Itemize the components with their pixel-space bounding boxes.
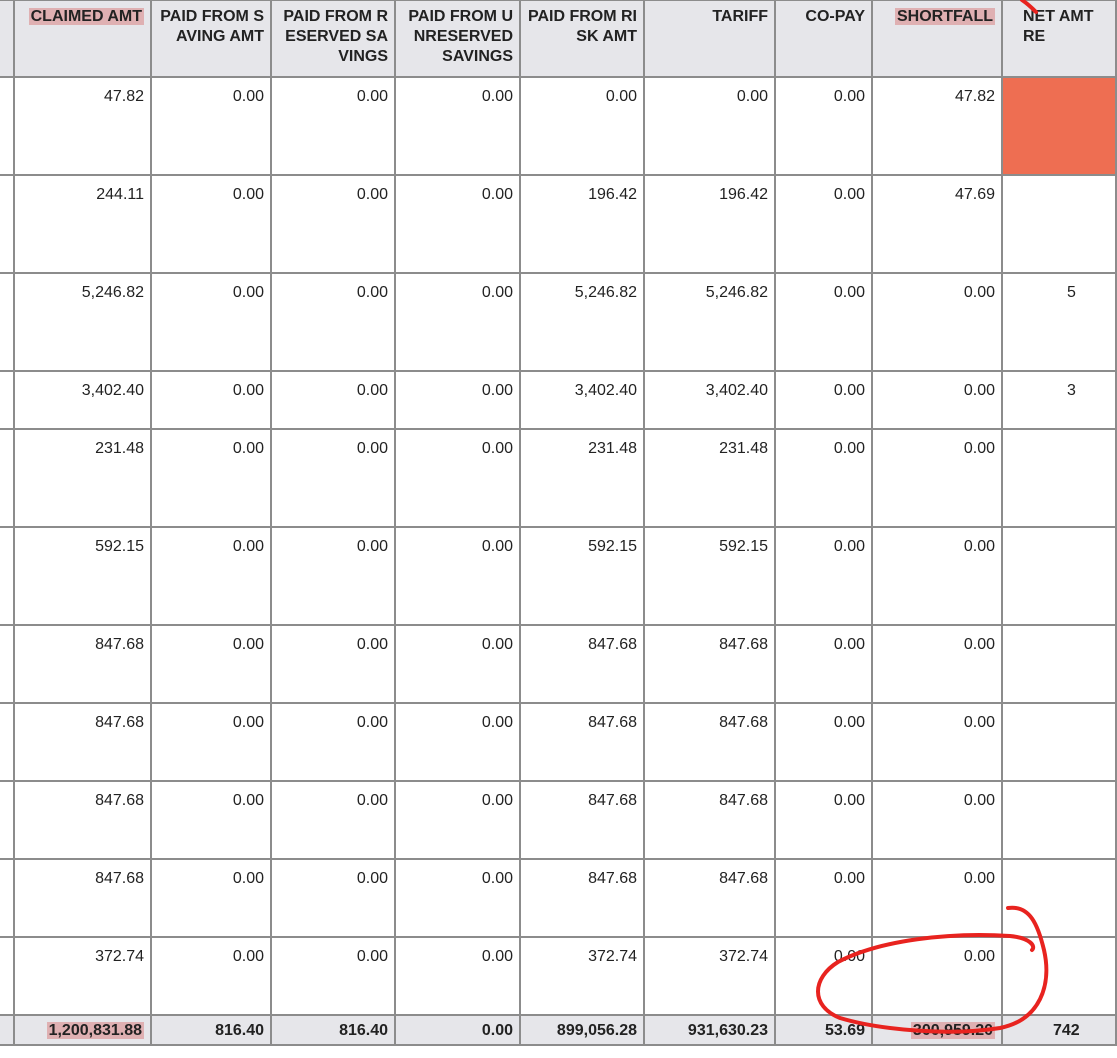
risk-cell: 231.48 bbox=[520, 429, 644, 527]
net-cell bbox=[1002, 625, 1116, 703]
reserved-cell: 0.00 bbox=[271, 273, 395, 371]
unreserved-cell: 0.00 bbox=[395, 859, 520, 937]
saving-cell: 0.00 bbox=[151, 859, 271, 937]
row-stub bbox=[0, 273, 14, 371]
risk-cell: 372.74 bbox=[520, 937, 644, 1015]
row-stub bbox=[0, 175, 14, 273]
unreserved-cell: 0.00 bbox=[395, 781, 520, 859]
copay-cell: 0.00 bbox=[775, 371, 872, 429]
reserved-cell: 0.00 bbox=[271, 429, 395, 527]
tariff-cell: 847.68 bbox=[644, 625, 775, 703]
reserved-cell: 0.00 bbox=[271, 703, 395, 781]
copay-cell: 0.00 bbox=[775, 703, 872, 781]
net-cell bbox=[1002, 527, 1116, 625]
total-tariff: 931,630.23 bbox=[644, 1015, 775, 1045]
unreserved-cell: 0.00 bbox=[395, 77, 520, 175]
copay-cell: 0.00 bbox=[775, 77, 872, 175]
header-paid-from-reserved: PAID FROM RESERVED SAVINGS bbox=[271, 0, 395, 77]
header-co-pay: CO-PAY bbox=[775, 0, 872, 77]
header-row-stub bbox=[0, 0, 14, 77]
header-paid-from-risk: PAID FROM RISK AMT bbox=[520, 0, 644, 77]
tariff-cell: 847.68 bbox=[644, 781, 775, 859]
row-stub bbox=[0, 937, 14, 1015]
header-net-amt: NET AMT RE bbox=[1002, 0, 1116, 77]
table-row bbox=[0, 937, 1116, 1015]
tariff-cell: 372.74 bbox=[644, 937, 775, 1015]
claimed-cell: 847.68 bbox=[14, 781, 151, 859]
tariff-cell: 231.48 bbox=[644, 429, 775, 527]
saving-cell: 0.00 bbox=[151, 175, 271, 273]
shortfall-cell: 47.69 bbox=[872, 175, 1002, 273]
row-stub bbox=[0, 781, 14, 859]
net-cell bbox=[1002, 77, 1116, 175]
shortfall-cell: 0.00 bbox=[872, 937, 1002, 1015]
tariff-cell: 196.42 bbox=[644, 175, 775, 273]
table-row bbox=[0, 371, 1116, 429]
shortfall-cell: 0.00 bbox=[872, 703, 1002, 781]
claimed-cell: 372.74 bbox=[14, 937, 151, 1015]
copay-cell: 0.00 bbox=[775, 429, 872, 527]
reserved-cell: 0.00 bbox=[271, 859, 395, 937]
copay-cell: 0.00 bbox=[775, 273, 872, 371]
table-row bbox=[0, 859, 1116, 937]
total-shortfall-highlight: 300,959.20 bbox=[912, 1022, 993, 1039]
saving-cell: 0.00 bbox=[151, 937, 271, 1015]
claimed-cell: 592.15 bbox=[14, 527, 151, 625]
unreserved-cell: 0.00 bbox=[395, 703, 520, 781]
risk-cell: 592.15 bbox=[520, 527, 644, 625]
claimed-cell: 847.68 bbox=[14, 625, 151, 703]
shortfall-cell: 0.00 bbox=[872, 859, 1002, 937]
unreserved-cell: 0.00 bbox=[395, 937, 520, 1015]
shortfall-cell: 0.00 bbox=[872, 781, 1002, 859]
total-net: 742 bbox=[1002, 1015, 1116, 1045]
header-tariff: TARIFF bbox=[644, 0, 775, 77]
total-shortfall bbox=[872, 1015, 1002, 1045]
risk-cell: 3,402.40 bbox=[520, 371, 644, 429]
risk-cell: 0.00 bbox=[520, 77, 644, 175]
shortfall-cell: 0.00 bbox=[872, 371, 1002, 429]
saving-cell: 0.00 bbox=[151, 625, 271, 703]
reserved-cell: 0.00 bbox=[271, 77, 395, 175]
row-stub bbox=[0, 859, 14, 937]
shortfall-cell: 0.00 bbox=[872, 273, 1002, 371]
shortfall-cell: 0.00 bbox=[872, 625, 1002, 703]
risk-cell: 847.68 bbox=[520, 781, 644, 859]
table-row bbox=[0, 429, 1116, 527]
header-shortfall bbox=[872, 0, 1002, 77]
reserved-cell: 0.00 bbox=[271, 937, 395, 1015]
table-row bbox=[0, 175, 1116, 273]
total-saving: 816.40 bbox=[151, 1015, 271, 1045]
unreserved-cell: 0.00 bbox=[395, 429, 520, 527]
risk-cell: 5,246.82 bbox=[520, 273, 644, 371]
reserved-cell: 0.00 bbox=[271, 371, 395, 429]
net-cell: 3 bbox=[1002, 371, 1116, 429]
total-claimed bbox=[14, 1015, 151, 1045]
header-paid-from-saving: PAID FROM SAVING AMT bbox=[151, 0, 271, 77]
unreserved-cell: 0.00 bbox=[395, 371, 520, 429]
row-stub bbox=[0, 77, 14, 175]
total-risk: 899,056.28 bbox=[520, 1015, 644, 1045]
net-cell bbox=[1002, 937, 1116, 1015]
row-stub bbox=[0, 527, 14, 625]
net-cell bbox=[1002, 781, 1116, 859]
tariff-cell: 5,246.82 bbox=[644, 273, 775, 371]
shortfall-header-highlight: SHORTFALL bbox=[897, 8, 993, 25]
claimed-amt-header-highlight: CLAIMED AMT bbox=[30, 8, 142, 25]
claimed-cell: 47.82 bbox=[14, 77, 151, 175]
copay-cell: 0.00 bbox=[775, 175, 872, 273]
shortfall-cell: 0.00 bbox=[872, 429, 1002, 527]
tariff-cell: 847.68 bbox=[644, 859, 775, 937]
header-row bbox=[0, 0, 1116, 77]
copay-cell: 0.00 bbox=[775, 527, 872, 625]
claimed-cell: 231.48 bbox=[14, 429, 151, 527]
total-unreserved: 0.00 bbox=[395, 1015, 520, 1045]
row-stub bbox=[0, 371, 14, 429]
header-claimed-amt bbox=[14, 0, 151, 77]
saving-cell: 0.00 bbox=[151, 371, 271, 429]
total-reserved: 816.40 bbox=[271, 1015, 395, 1045]
total-claimed-highlight: 1,200,831.88 bbox=[48, 1022, 142, 1039]
copay-cell: 0.00 bbox=[775, 937, 872, 1015]
risk-cell: 196.42 bbox=[520, 175, 644, 273]
tariff-cell: 592.15 bbox=[644, 527, 775, 625]
unreserved-cell: 0.00 bbox=[395, 527, 520, 625]
header-paid-from-unreserved: PAID FROM UNRESERVED SAVINGS bbox=[395, 0, 520, 77]
reserved-cell: 0.00 bbox=[271, 175, 395, 273]
copay-cell: 0.00 bbox=[775, 781, 872, 859]
net-cell bbox=[1002, 859, 1116, 937]
saving-cell: 0.00 bbox=[151, 77, 271, 175]
risk-cell: 847.68 bbox=[520, 625, 644, 703]
saving-cell: 0.00 bbox=[151, 273, 271, 371]
row-stub bbox=[0, 429, 14, 527]
unreserved-cell: 0.00 bbox=[395, 273, 520, 371]
row-stub bbox=[0, 625, 14, 703]
claimed-cell: 847.68 bbox=[14, 703, 151, 781]
net-cell bbox=[1002, 703, 1116, 781]
claimed-cell: 3,402.40 bbox=[14, 371, 151, 429]
totals-stub bbox=[0, 1015, 14, 1045]
copay-cell: 0.00 bbox=[775, 625, 872, 703]
total-copay: 53.69 bbox=[775, 1015, 872, 1045]
claimed-cell: 244.11 bbox=[14, 175, 151, 273]
unreserved-cell: 0.00 bbox=[395, 175, 520, 273]
tariff-cell: 3,402.40 bbox=[644, 371, 775, 429]
risk-cell: 847.68 bbox=[520, 859, 644, 937]
tariff-cell: 847.68 bbox=[644, 703, 775, 781]
shortfall-cell: 47.82 bbox=[872, 77, 1002, 175]
table-row bbox=[0, 273, 1116, 371]
table-row bbox=[0, 77, 1116, 175]
net-cell bbox=[1002, 175, 1116, 273]
shortfall-cell: 0.00 bbox=[872, 527, 1002, 625]
reserved-cell: 0.00 bbox=[271, 527, 395, 625]
risk-cell: 847.68 bbox=[520, 703, 644, 781]
claimed-cell: 847.68 bbox=[14, 859, 151, 937]
unreserved-cell: 0.00 bbox=[395, 625, 520, 703]
row-stub bbox=[0, 703, 14, 781]
saving-cell: 0.00 bbox=[151, 527, 271, 625]
copay-cell: 0.00 bbox=[775, 859, 872, 937]
tariff-cell: 0.00 bbox=[644, 77, 775, 175]
reserved-cell: 0.00 bbox=[271, 625, 395, 703]
totals-row bbox=[0, 1015, 1116, 1045]
table-row bbox=[0, 781, 1116, 859]
claimed-cell: 5,246.82 bbox=[14, 273, 151, 371]
table-row bbox=[0, 703, 1116, 781]
net-cell bbox=[1002, 429, 1116, 527]
table-row bbox=[0, 527, 1116, 625]
saving-cell: 0.00 bbox=[151, 703, 271, 781]
reserved-cell: 0.00 bbox=[271, 781, 395, 859]
saving-cell: 0.00 bbox=[151, 781, 271, 859]
table-row bbox=[0, 625, 1116, 703]
saving-cell: 0.00 bbox=[151, 429, 271, 527]
net-cell: 5 bbox=[1002, 273, 1116, 371]
